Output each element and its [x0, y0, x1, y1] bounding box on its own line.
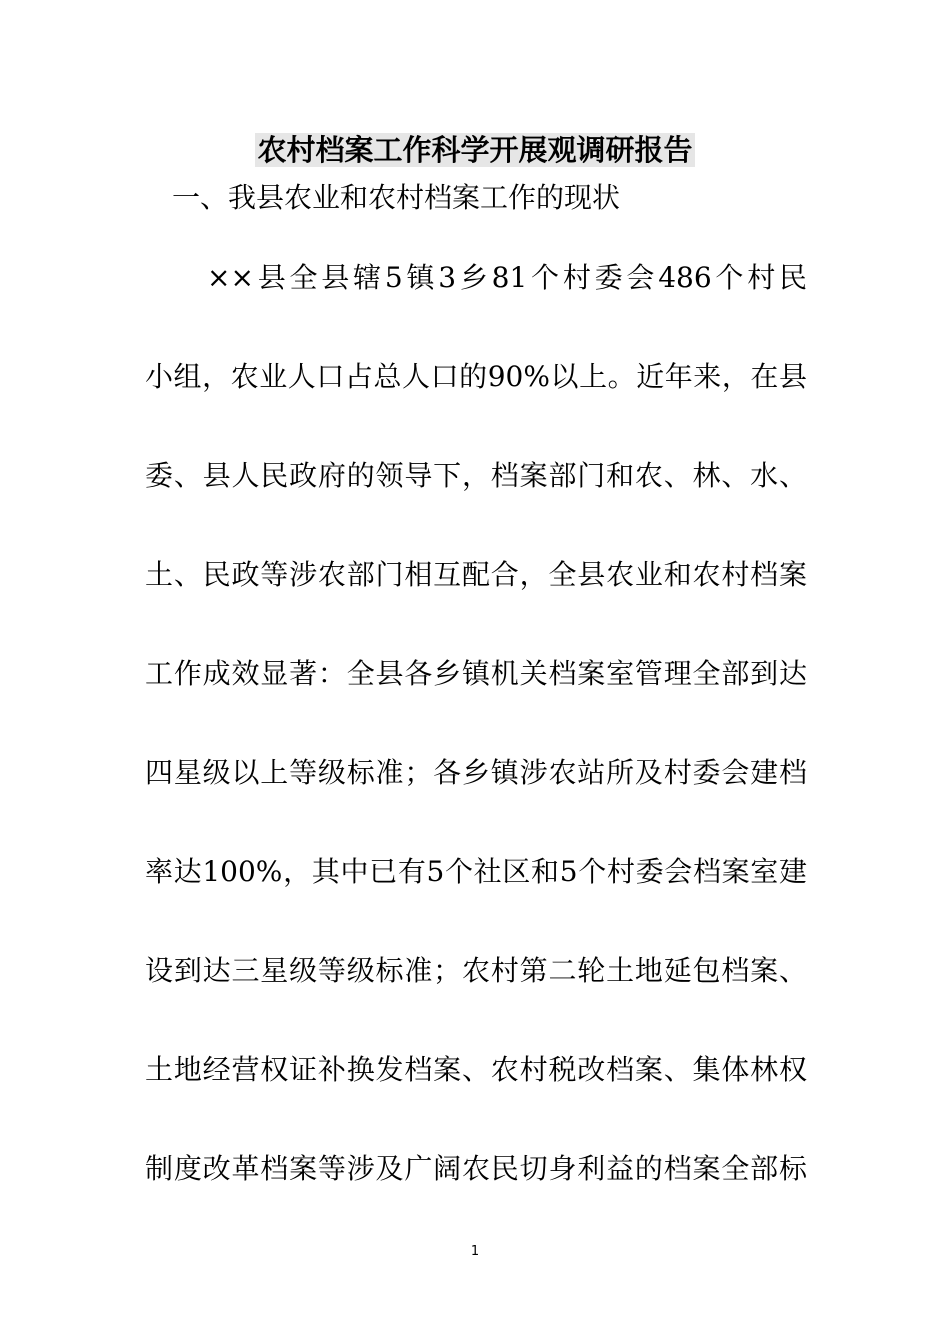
document-title-text: 农村档案工作科学开展观调研报告	[257, 133, 693, 167]
paragraph-line: 四星级以上等级标准；各乡镇涉农站所及村委会建档	[145, 756, 807, 789]
paragraph-line: 设到达三星级等级标准；农村第二轮土地延包档案、	[145, 954, 807, 987]
paragraph-line: 小组，农业人口占总人口的90%以上。近年来，在县	[145, 360, 807, 393]
paragraph-line: 制度改革档案等涉及广阔农民切身利益的档案全部标	[145, 1152, 807, 1185]
document-title	[0, 128, 950, 172]
paragraph-line: 率达100%，其中已有5个社区和5个村委会档案室建	[145, 855, 807, 888]
section-heading: 一、我县农业和农村档案工作的现状	[172, 181, 621, 214]
paragraph-line: 工作成效显著：全县各乡镇机关档案室管理全部到达	[145, 657, 807, 690]
paragraph-line: ××县全县辖5镇3乡81个村委会486个村民	[207, 261, 807, 294]
paragraph-line: 委、县人民政府的领导下，档案部门和农、林、水、	[145, 459, 807, 492]
paragraph-line: 土地经营权证补换发档案、农村税改档案、集体林权	[145, 1053, 807, 1086]
page-number: 1	[470, 1244, 480, 1259]
paragraph-line: 土、民政等涉农部门相互配合，全县农业和农村档案	[145, 558, 807, 591]
